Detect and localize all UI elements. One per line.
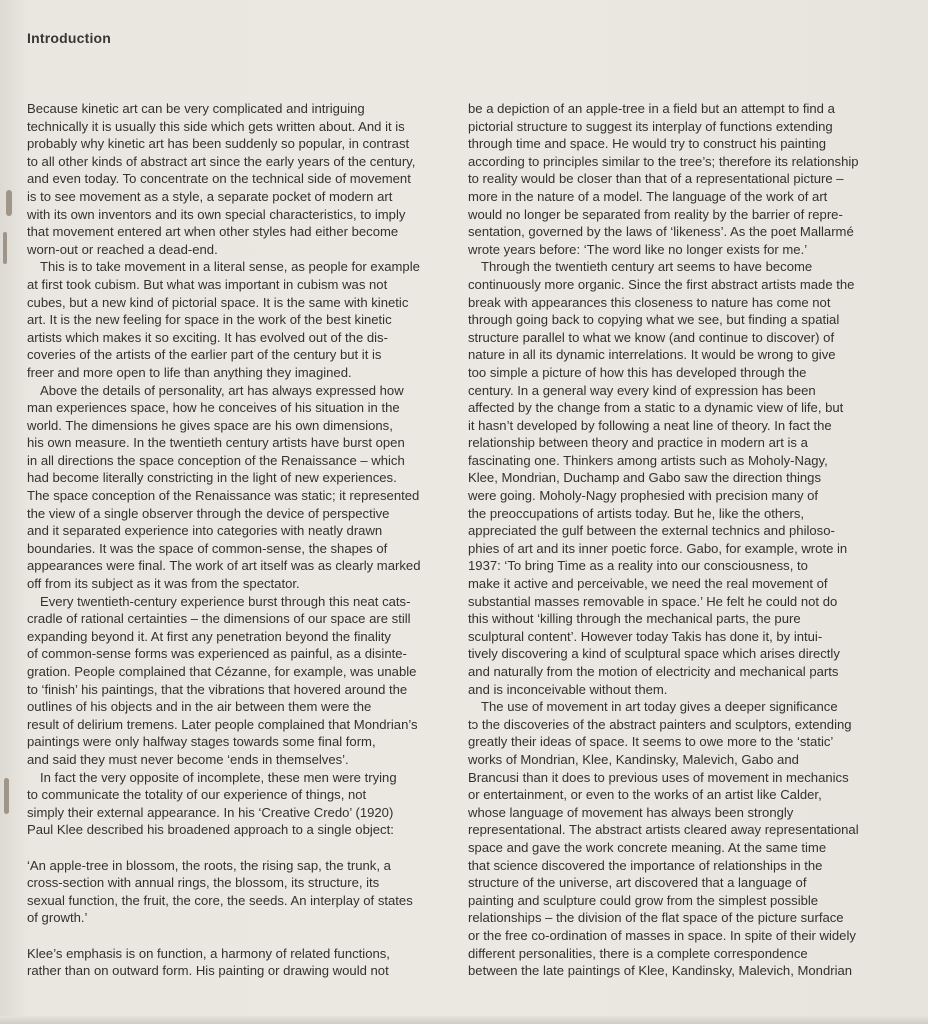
text-line: different personalities, there is a complete correspondence: [468, 945, 808, 961]
text-line: artists which makes it so exciting. It has evolved out of the dis-: [27, 329, 388, 345]
margin-mark: [3, 232, 7, 264]
text-line: 1937: ‘To bring Time as a reality into our consciousness, to: [468, 558, 808, 574]
text-line: works of Mondrian, Klee, Kandinsky, Malevich, Gabo and: [468, 751, 799, 767]
text-line: off from its subject as it was from the spectator.: [27, 576, 300, 592]
text-line: freer and more open to life than anything they imagined.: [27, 364, 352, 380]
page-bottom-edge: [0, 1016, 928, 1024]
text-line: probably why kinetic art has been suddenly so popular, in contrast: [27, 136, 410, 152]
text-line: Through the twentieth century art seems to have become: [481, 259, 813, 275]
text-line: through time and space. He would try to construct his painting: [468, 136, 827, 152]
text-line: with its own inventors and its own special characteristics, to imply: [27, 206, 406, 222]
text-line: gration. People complained that Cézanne, for example, was unable: [27, 664, 417, 679]
text-line: or entertainment, or even to the works of an artist like Calder,: [468, 787, 822, 803]
text-line: were going. Moholy-Nagy prophesied with precision many of: [468, 488, 819, 504]
text-line: and even today. To concentrate on the technical side of movement: [27, 171, 411, 187]
text-line: be a depiction of an apple-tree in a field but an attempt to find a: [468, 101, 835, 116]
text-line: in all directions the space conception of the Renaissance – which: [27, 452, 405, 468]
text-line: painting and sculpture could grow from the simplest possible: [468, 892, 819, 908]
text-line: man experiences space, how he conceives of his situation in the: [27, 400, 400, 416]
text-line: worn-out or reached a dead-end.: [27, 241, 218, 257]
text-line: expanding beyond it. At first any penetration beyond the finality: [27, 628, 391, 644]
text-line: relationships – the division of the flat space of the picture surface: [468, 910, 844, 926]
text-line: to reality would be closer than that of a representational picture –: [468, 171, 844, 187]
text-line: relationship between theory and practice in modern art is a: [468, 435, 808, 451]
text-line: boundaries. It was the space of common-sense, the shapes of: [27, 540, 388, 556]
text-line: and said they must never become ‘ends in themselves’.: [27, 751, 349, 767]
text-line: is to see movement as a style, a separate pocket of modern art: [27, 188, 393, 204]
text-line: fascinating one. Thinkers among artists such as Moholy-Nagy,: [468, 452, 828, 468]
text-line: simply their external appearance. In his ‘Creative Credo’ (1920): [27, 804, 394, 820]
text-line: the preoccupations of artists today. But he, like the others,: [468, 505, 805, 521]
text-line: Above the details of personality, art has always expressed how: [40, 382, 404, 398]
text-line: this without ‘killing through the mechanical parts, the pure: [468, 611, 801, 627]
text-line: Brancusi than it does to previous uses of movement in mechanics: [468, 769, 849, 785]
text-line: affected by the change from a static to a dynamic view of life, but: [468, 400, 844, 416]
text-line: at first took cubism. But what was important in cubism was not: [27, 276, 388, 292]
text-line: that science discovered the importance of relationships in the: [468, 857, 823, 873]
text-line: nature in all its dynamic interrelations. It would be wrong to give: [468, 347, 836, 363]
text-line: and it separated experience into categories with neatly drawn: [27, 523, 383, 539]
text-line: of growth.’: [27, 910, 88, 926]
text-line: wrote years before: ‘The word like no longer exists for me.’: [468, 241, 808, 257]
text-line: cradle of rational certainties – the dimensions of our space are still: [27, 611, 411, 627]
text-line: pictorial structure to suggest its interplay of functions extending: [468, 118, 833, 134]
text-line: [27, 839, 453, 857]
text-line: continuously more organic. Since the first abstract artists made the: [468, 276, 855, 292]
left-text-column: [27, 100, 453, 980]
text-line: to ‘finish’ his paintings, that the vibrations that hovered around the: [27, 681, 408, 697]
margin-mark: [4, 778, 9, 814]
text-line: or the free co-ordination of masses in space. In spite of their widely: [468, 927, 856, 943]
text-line: it hasn’t developed by following a neat line of theory. In fact the: [468, 417, 832, 433]
text-line: representational. The abstract artists cleared away representational: [468, 822, 859, 838]
text-line: [27, 927, 453, 945]
text-line: and is inconceivable without them.: [468, 681, 668, 697]
text-line: rather than on outward form. His painting or drawing would not: [27, 963, 389, 979]
text-line: to communicate the totality of our experience of things, not: [27, 787, 367, 803]
section-title: Introduction: [27, 30, 112, 46]
text-line: tively discovering a kind of sculptural space which arises directly: [468, 646, 840, 662]
text-line: according to principles similar to the tree’s; therefore its relationship: [468, 153, 859, 169]
margin-mark: [6, 190, 12, 216]
text-line: structure parallel to what we know (and continue to discover) of: [468, 329, 835, 345]
text-line: world. The dimensions he gives space are his own dimensions,: [27, 417, 393, 433]
text-line: and naturally from the motion of electricity and mechanical parts: [468, 664, 839, 679]
text-line: This is to take movement in a literal sense, as people for example: [40, 259, 420, 275]
text-line: sculptural content’. However today Takis has done it, by intui-: [468, 628, 823, 644]
text-line: to all other kinds of abstract art since the early years of the century,: [27, 153, 416, 169]
text-line: more in the nature of a model. The language of the work of art: [468, 188, 828, 204]
text-line: Paul Klee described his broadened approach to a single object:: [27, 822, 394, 838]
text-line: greatly their ideas of space. It seems to owe more to the ‘static’: [468, 734, 834, 750]
text-line: would no longer be separated from reality by the barrier of repre-: [468, 206, 843, 222]
text-line: substantial masses removable in space.’ He felt he could not do: [468, 593, 838, 609]
text-line: Every twentieth-century experience burst through this neat cats-: [40, 593, 411, 609]
text-line: too simple a picture of how this has developed through the: [468, 364, 807, 380]
text-line: The use of movement in art today gives a deeper significance: [481, 699, 838, 715]
text-line: make it active and perceivable, we need the real movement of: [468, 576, 828, 592]
text-line: appreciated the gulf between the external technics and philoso-: [468, 523, 835, 539]
text-line: technically it is usually this side which gets written about. And it is: [27, 118, 405, 134]
text-line: outlines of his objects and in the air between them were the: [27, 699, 372, 715]
text-line: The space conception of the Renaissance was static; it represented: [27, 488, 420, 504]
text-line: his own measure. In the twentieth century artists have burst open: [27, 435, 405, 451]
text-line: sexual function, the fruit, the core, the seeds. An interplay of states: [27, 892, 413, 908]
text-line: the view of a single observer through the device of perspective: [27, 505, 390, 521]
text-line: paintings were only halfway stages towards some final form,: [27, 734, 376, 750]
text-line: structure of the universe, art discovered that a language of: [468, 875, 807, 891]
text-line: appearances were final. The work of art itself was as clearly marked: [27, 558, 421, 574]
text-line: coveries of the artists of the earlier part of the century but it is: [27, 347, 382, 363]
text-line: of common-sense forms was experienced as painful, as a disinte-: [27, 646, 407, 662]
text-line: phies of art and its inner poetic force. Gabo, for example, wrote in: [468, 540, 848, 556]
text-line: tↄ the discoveries of the abstract painters and sculptors, extending: [468, 716, 852, 732]
text-line: ‘An apple-tree in blossom, the roots, the rising sap, the trunk, a: [27, 857, 391, 873]
text-line: that movement entered art when other styles had either become: [27, 224, 399, 240]
text-line: break with appearances this closeness to nature has come not: [468, 294, 831, 310]
text-line: art. It is the new feeling for space in the work of the best kinetic: [27, 312, 392, 328]
text-line: whose language of movement has always been strongly: [468, 804, 794, 820]
text-line: Klee, Mondrian, Duchamp and Gabo saw the direction things: [468, 470, 822, 486]
text-line: had become literally constricting in the light of new experiences.: [27, 470, 397, 486]
right-text-column: [468, 100, 896, 980]
text-line: Klee’s emphasis is on function, a harmony of related functions,: [27, 945, 390, 961]
text-line: In fact the very opposite of incomplete, these men were trying: [40, 769, 397, 785]
text-line: century. In a general way every kind of expression has been: [468, 382, 816, 398]
text-line: between the late paintings of Klee, Kandinsky, Malevich, Mondrian: [468, 963, 853, 979]
text-line: cubes, but a new kind of pictorial space. It is the same with kinetic: [27, 294, 409, 310]
text-line: space and gave the work concrete meaning. At the same time: [468, 839, 827, 855]
text-line: sentation, governed by the laws of ‘likeness’. As the poet Mallarmé: [468, 224, 854, 240]
text-line: through going back to copying what we see, but finding a spatial: [468, 312, 840, 328]
text-line: Because kinetic art can be very complicated and intriguing: [27, 101, 365, 116]
text-line: result of delirium tremens. Later people complained that Mondrian’s: [27, 716, 418, 732]
text-line: cross-section with annual rings, the blossom, its structure, its: [27, 875, 380, 891]
